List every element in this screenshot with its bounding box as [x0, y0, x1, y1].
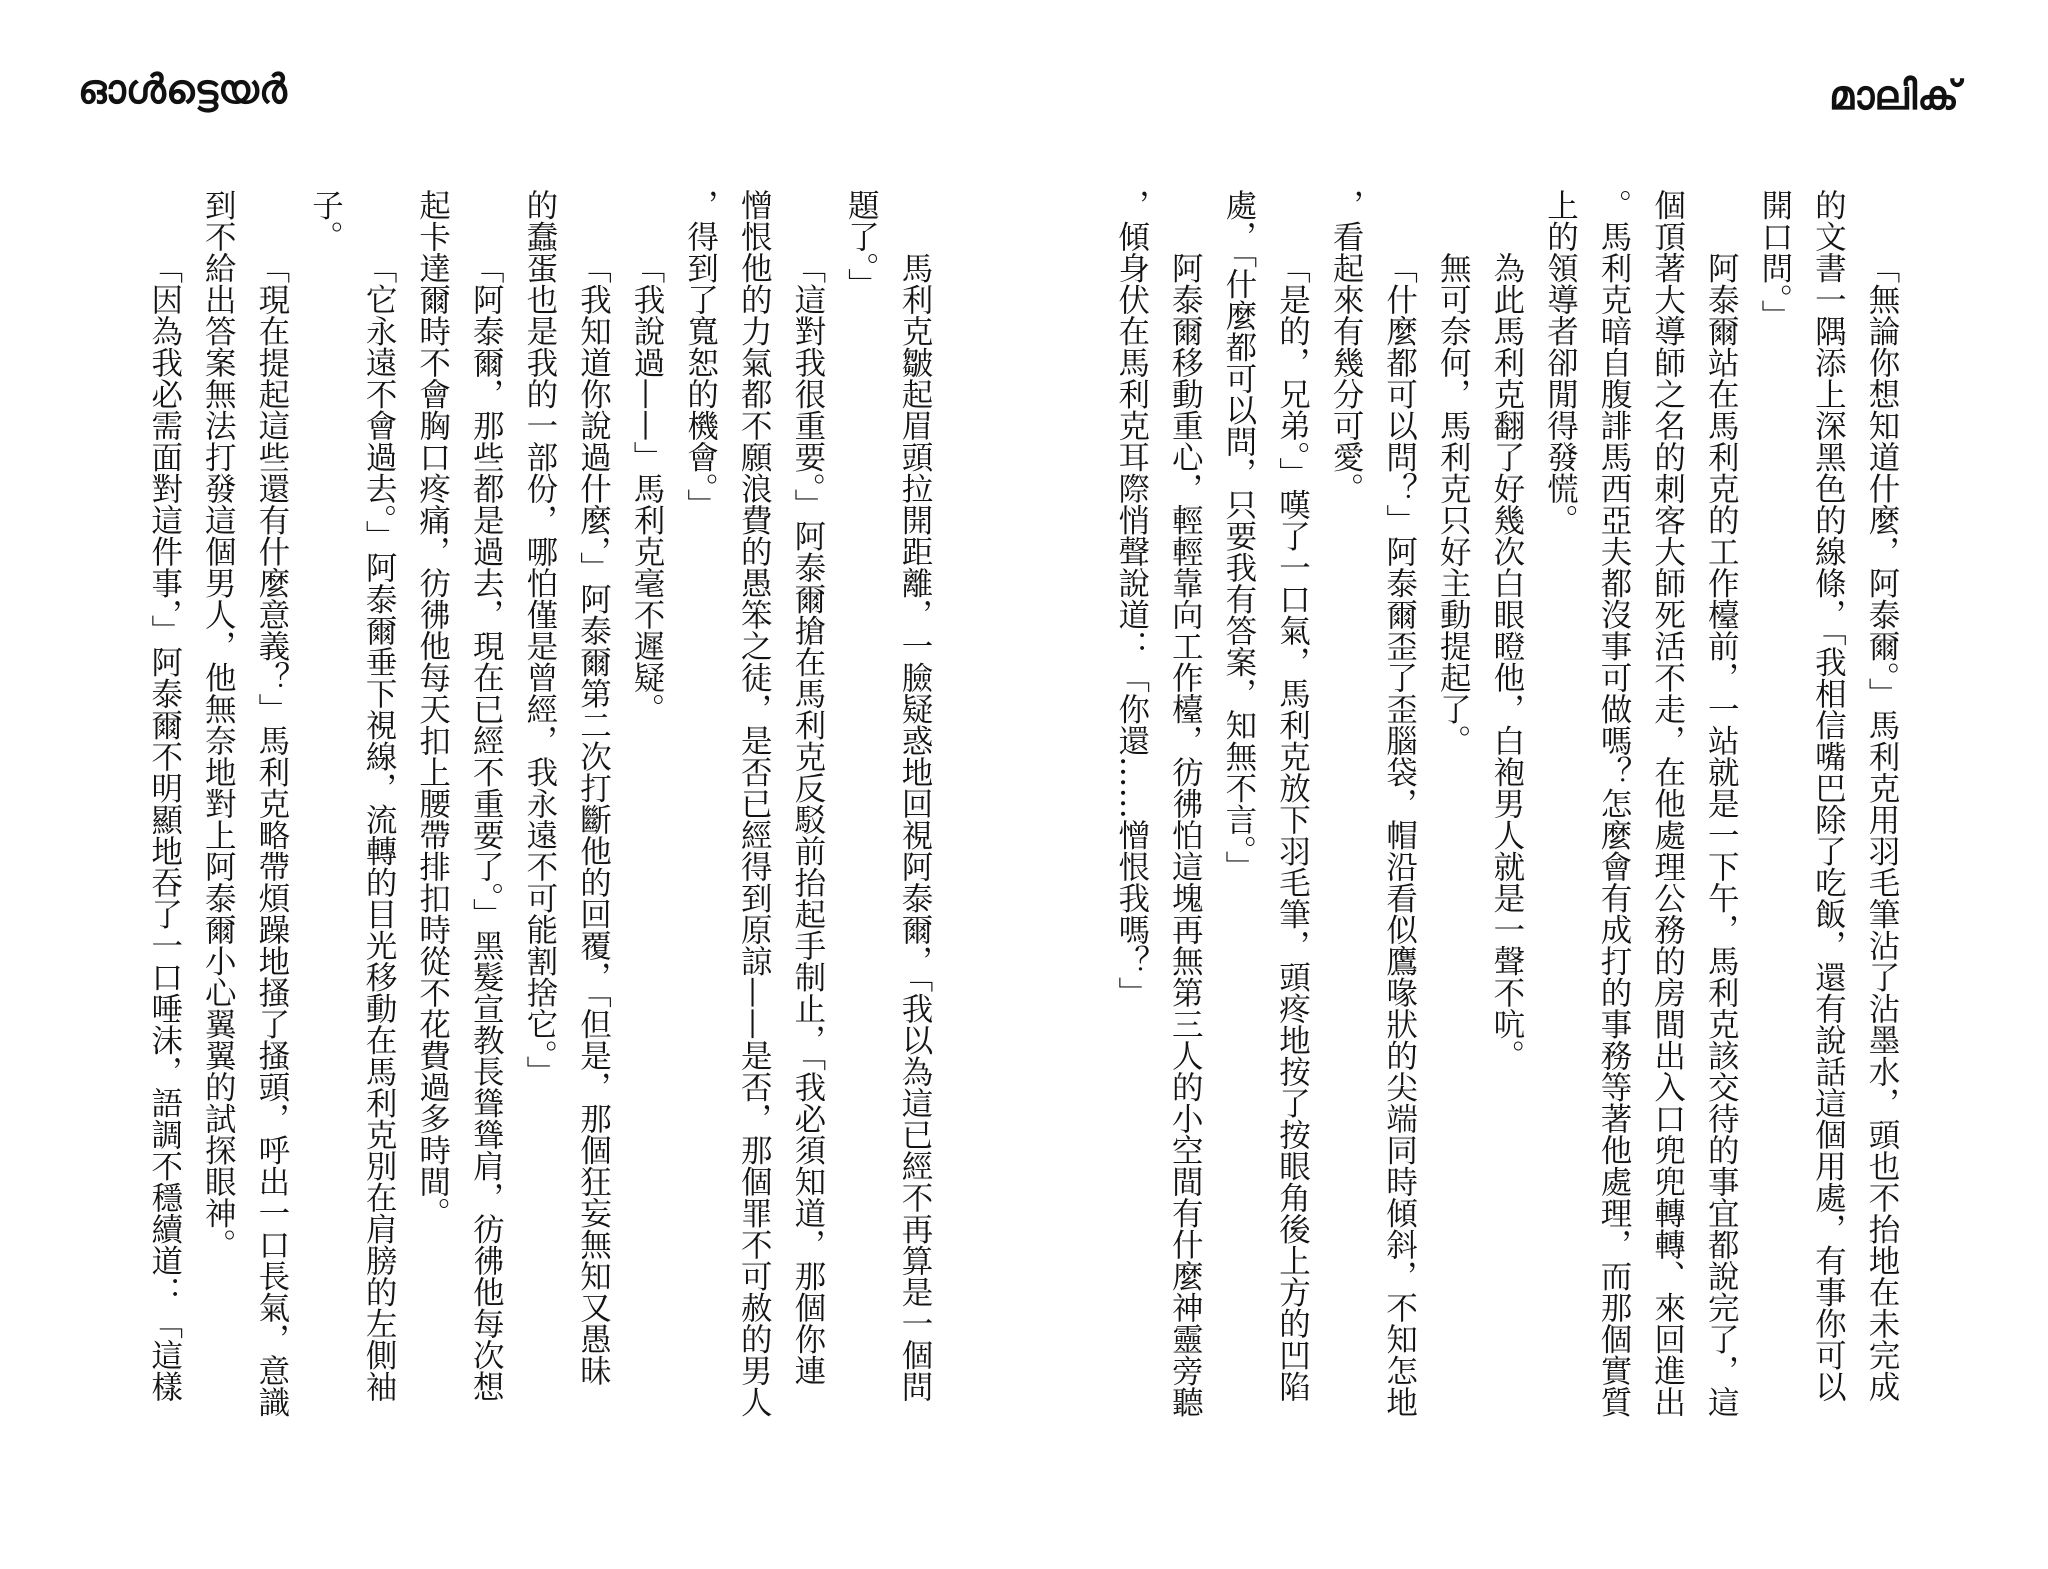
text-column: 題了。」: [843, 189, 880, 300]
text-column: 的蠢蛋也是我的一部份，哪怕僅是曾經，我永遠不可能割捨它。」: [521, 189, 558, 1087]
paragraph: [1426, 189, 1480, 1429]
text-column: 「我說過——」馬利克毫不遲疑。: [629, 252, 666, 725]
text-column: 「因為我必需面對這件事，」阿泰爾不明顯地吞了一口唾沫，語調不穩續道：「這樣: [146, 252, 183, 1402]
paragraph: [673, 189, 834, 1429]
text-column: ，得到了寬恕的機會。」: [682, 189, 719, 520]
text-column: 處，「什麼都可以問，只要我有答案，知無不言。」: [1220, 189, 1257, 882]
paragraph: [298, 189, 405, 1429]
text-column: 「阿泰爾，那些都是過去，現在已經不重要了。」黑髮宣教長聳聳肩，彷彿他每次想: [468, 252, 505, 1402]
paragraph: [1211, 189, 1318, 1429]
text-column: 個頂著大導師之名的刺客大師死活不走，在他處理公務的房間出入口兜兜轉轉、來回進出: [1649, 189, 1686, 1418]
text-column: 「現在提起這些還有什麼意義？」馬利克略帶煩躁地搔了搔頭，呼出一口長氣，意識: [253, 252, 290, 1418]
paragraph: [405, 189, 512, 1429]
paragraph: [512, 189, 619, 1429]
left-page-header: ഓൾട്ടെയർ: [78, 67, 287, 113]
text-column: 「它永遠不會過去。」阿泰爾垂下視線，流轉的目光移動在馬利克別在肩膀的左側袖: [361, 252, 398, 1402]
text-column: 。馬利克暗自腹誹馬西亞夫都沒事可做嗎？怎麼會有成打的事務等著他處理，而那個實質: [1596, 189, 1633, 1418]
text-column: ，傾身伏在馬利克耳際悄聲說道：「你還……憎恨我嗎？」: [1113, 189, 1150, 1008]
paragraph: [1318, 189, 1425, 1429]
text-column: 「無論你想知道什麼，阿泰爾。」馬利克用羽毛筆沾了沾墨水，頭也不抬地在未完成: [1864, 252, 1900, 1402]
text-column: 「我知道你說過什麼，」阿泰爾第二次打斷他的回覆，「但是，那個狂妄無知又愚昧: [575, 252, 612, 1386]
paragraph: [619, 189, 673, 1429]
text-column: 「什麼都可以問？」阿泰爾歪了歪腦袋，帽沿看似鷹喙狀的尖端同時傾斜，不知怎地: [1381, 252, 1418, 1418]
text-column: 子。: [307, 189, 344, 252]
text-column: 阿泰爾移動重心，輕輕靠向工作檯，彷彿怕這塊再無第三人的小空間有什麼神靈旁聽: [1167, 252, 1204, 1418]
text-column: 馬利克皺起眉頭拉開距離，一臉疑惑地回視阿泰爾，「我以為這已經不再算是一個問: [897, 252, 933, 1402]
paragraph: [834, 189, 941, 1429]
text-column: ，看起來有幾分可愛。: [1328, 189, 1365, 504]
text-column: 阿泰爾站在馬利克的工作檯前，一站就是一下午，馬利克該交待的事宜都說完了，這: [1703, 252, 1740, 1418]
text-column: 上的領導者卻閒得發慌。: [1542, 189, 1579, 536]
text-column: 憎恨他的力氣都不願浪費的愚笨之徒，是否已經得到原諒——是否，那個罪不可赦的男人: [736, 189, 773, 1418]
paragraph: [1533, 189, 1747, 1429]
left-page-text: [137, 189, 941, 1429]
paragraph: [191, 189, 298, 1429]
text-column: 起卡達爾時不會胸口疼痛，彷彿他每天扣上腰帶排扣時從不花費過多時間。: [414, 189, 451, 1229]
paragraph: [1104, 189, 1211, 1429]
text-column: 「是的，兄弟。」嘆了一口氣，馬利克放下羽毛筆，頭疼地按了按眼角後上方的凹陷: [1274, 252, 1311, 1402]
text-column: 無可奈何，馬利克只好主動提起了。: [1435, 252, 1472, 756]
paragraph: [137, 189, 191, 1429]
text-column: 為此馬利克翻了好幾次白眼瞪他，白袍男人就是一聲不吭。: [1488, 252, 1525, 1071]
text-column: 到不給出答案無法打發這個男人，他無奈地對上阿泰爾小心翼翼的試探眼神。: [200, 189, 237, 1260]
text-column: 的文書一隅添上深黑色的線條，「我相信嘴巴除了吃飯，還有說話這個用處，有事你可以: [1810, 189, 1847, 1402]
right-page-text: [1104, 189, 1908, 1429]
paragraph: [1479, 189, 1533, 1429]
paragraph: [1747, 189, 1908, 1429]
text-column: 「這對我很重要。」阿泰爾搶在馬利克反駁前抬起手制止，「我必須知道，那個你連: [789, 252, 826, 1386]
text-column: 開口問。」: [1756, 189, 1793, 331]
right-page-header: മാലിക്: [1829, 73, 1959, 119]
